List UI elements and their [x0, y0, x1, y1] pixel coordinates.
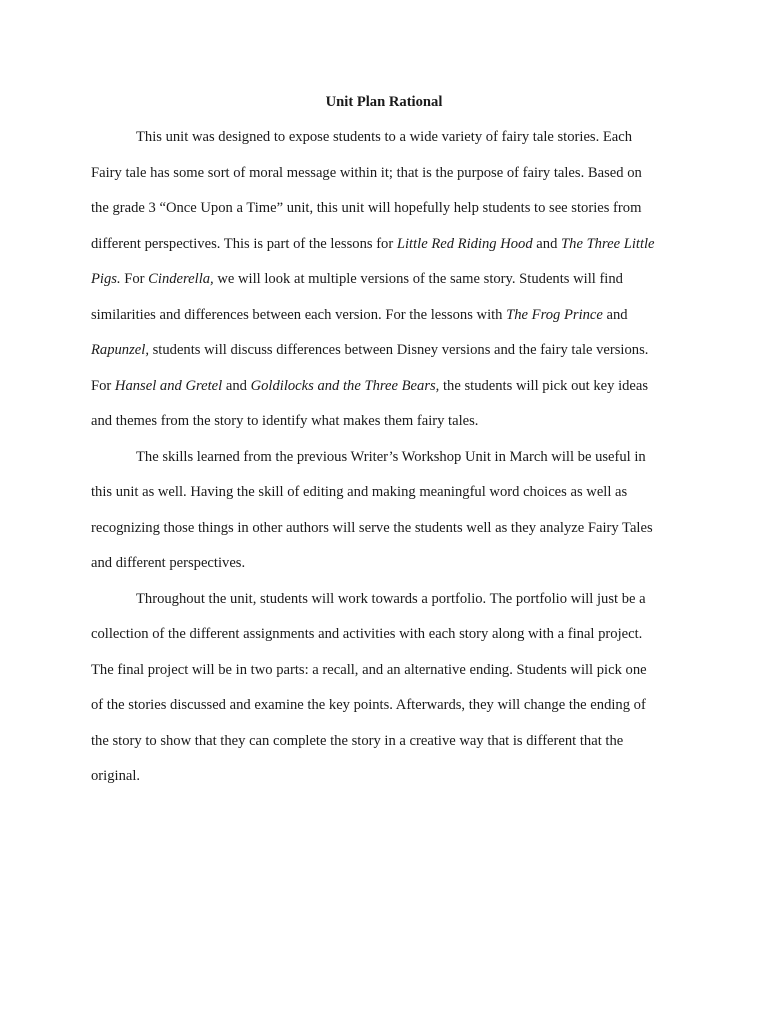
- text-span: and themes from the story to identify what makes them fairy tales.: [91, 413, 479, 429]
- text-span: this unit as well. Having the skill of editing and making meaningful word choices as well as: [91, 484, 628, 500]
- italic-title-text: Pigs.: [91, 271, 121, 287]
- text-line: [91, 305, 628, 325]
- text-line: [91, 340, 648, 360]
- text-span: of the stories discussed and examine the key points. Afterwards, they will change the ending of: [91, 697, 646, 713]
- text-span: For: [120, 271, 149, 287]
- italic-title-text: Rapunzel,: [91, 342, 149, 358]
- text-line: [91, 376, 648, 396]
- text-line: [91, 198, 641, 218]
- text-span: similarities and differences between each version. For the lessons with: [91, 306, 507, 323]
- text-line: [91, 518, 653, 538]
- italic-title-text: Hansel and Gretel: [114, 377, 223, 394]
- text-span: original.: [91, 768, 141, 784]
- italic-title-text: The Three Little: [561, 235, 655, 252]
- text-span: the story to show that they can complete the story in a creative way that is different that the: [91, 732, 624, 749]
- text-line: [91, 695, 646, 715]
- text-line: [91, 624, 642, 644]
- text-line: [91, 731, 623, 751]
- text-span: For: [91, 377, 115, 394]
- document-title: Unit Plan Rational: [325, 94, 443, 110]
- text-span: and: [602, 306, 628, 323]
- italic-title-text: The Frog Prince: [506, 306, 603, 323]
- text-span: the grade 3 “Once Upon a Time” unit, this unit will hopefully help students to see stories from: [91, 200, 642, 216]
- text-line: [91, 482, 627, 502]
- text-span: and different perspectives.: [91, 555, 246, 571]
- text-line: [91, 234, 655, 254]
- text-span: we will look at multiple versions of the same story. Students will find: [213, 271, 623, 287]
- text-span: collection of the different assignments and activities with each story along with a final project.: [91, 626, 643, 642]
- text-span: and: [532, 235, 562, 252]
- text-span: recognizing those things in other authors will serve the students well as they analyze Fairy Tales: [91, 519, 653, 536]
- text-line: [91, 660, 647, 680]
- italic-title-text: Cinderella,: [148, 271, 214, 287]
- text-span: the students will pick out key ideas: [439, 377, 649, 394]
- text-line: [136, 447, 646, 467]
- text-line: [136, 589, 646, 609]
- text-span: Fairy tale has some sort of moral message within it; that is the purpose of fairy tales. Based on: [91, 164, 642, 181]
- text-line: [91, 269, 623, 289]
- text-span: and: [222, 377, 251, 394]
- text-span: This unit was designed to expose students to a wide variety of fairy tale stories. Each: [136, 129, 633, 145]
- text-line: [136, 127, 632, 147]
- text-span: The final project will be in two parts: a recall, and an alternative ending. Students will pick one: [91, 661, 647, 678]
- italic-title-text: Little Red Riding Hood: [396, 235, 533, 252]
- text-span: The skills learned from the previous Writer’s Workshop Unit in March will be useful in: [136, 448, 646, 465]
- text-span: students will discuss differences between Disney versions and the fairy tale versions.: [148, 342, 649, 358]
- text-span: Throughout the unit, students will work towards a portfolio. The portfolio will just be a: [136, 590, 646, 607]
- text-span: different perspectives. This is part of the lessons for: [91, 235, 397, 252]
- text-line: [91, 411, 478, 431]
- text-line: [91, 766, 140, 786]
- text-line: [91, 163, 642, 183]
- italic-title-text: Goldilocks and the Three Bears,: [250, 377, 440, 394]
- text-line: [91, 553, 245, 573]
